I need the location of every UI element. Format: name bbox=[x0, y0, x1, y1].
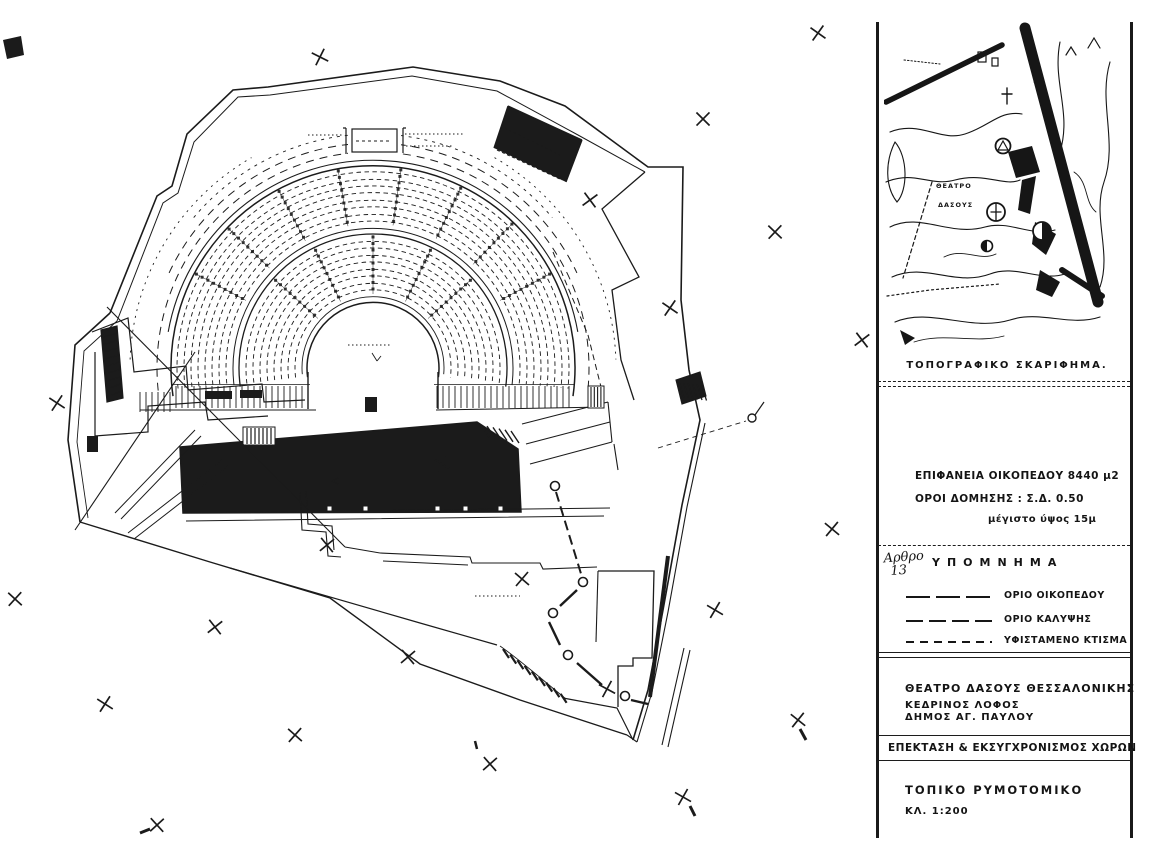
map-caption: ΤΟΠΟΓΡΑΦΙΚΟ ΣΚΑΡΙΦΗΜΑ. bbox=[906, 360, 1108, 371]
handwritten-note-line2: 13 bbox=[889, 562, 908, 579]
legend-header: ΥΠΟΜΝΗΜΑ bbox=[932, 556, 1064, 569]
project-subject: ΕΠΕΚΤΑΣΗ & ΕΚΣΥΓΧΡΟΝΙΣΜΟΣ ΧΩΡΩΝ bbox=[888, 742, 1137, 754]
panel-left-border bbox=[876, 22, 879, 838]
legend-line-sample-existing-building bbox=[906, 641, 992, 643]
max-height-text: μέγιστο ύψος 15μ bbox=[988, 514, 1097, 525]
separator bbox=[878, 735, 1130, 736]
project-municipality: ΔΗΜΟΣ ΑΓ. ΠΑΥΛΟΥ bbox=[905, 712, 1035, 723]
separator bbox=[878, 652, 1130, 653]
legend-line-sample-coverage-boundary bbox=[906, 620, 992, 622]
building-terms-text: ΟΡΟΙ ΔΟΜΗΣΗΣ : Σ.Δ. 0.50 bbox=[915, 493, 1084, 505]
map-label-forest: ΔΑΣΟΥΣ bbox=[938, 201, 974, 209]
project-title: ΘΕΑΤΡΟ ΔΑΣΟΥΣ ΘΕΣΣΑΛΟΝΙΚΗΣ bbox=[905, 682, 1136, 695]
handwritten-note-line1: Αρθρο bbox=[883, 548, 925, 567]
site-area-text: ΕΠΙΦΑΝΕΙΑ ΟΙΚΟΠΕΔΟΥ 8440 μ2 bbox=[915, 470, 1120, 482]
legend-label-coverage-boundary: ΟΡΙΟ ΚΑΛΥΨΗΣ bbox=[1004, 614, 1092, 625]
topographic-sketch-map bbox=[884, 22, 1128, 354]
panel-right-border bbox=[1130, 22, 1133, 838]
separator bbox=[878, 386, 1130, 387]
separator bbox=[878, 760, 1130, 761]
drawing-scale: ΚΛ. 1:200 bbox=[905, 806, 969, 817]
separator bbox=[878, 545, 1130, 546]
map-label-theatre: ΘΕΑΤΡΟ bbox=[936, 182, 972, 190]
handwritten-note bbox=[883, 550, 925, 579]
drawing-name: ΤΟΠΙΚΟ ΡΥΜΟΤΟΜΙΚΟ bbox=[905, 783, 1084, 797]
legend-line-sample-plot-boundary bbox=[906, 596, 992, 598]
separator bbox=[878, 381, 1130, 382]
separator bbox=[878, 657, 1130, 658]
project-location: ΚΕΔΡΙΝΟΣ ΛΟΦΟΣ bbox=[905, 700, 1020, 711]
legend-label-plot-boundary: ΟΡΙΟ ΟΙΚΟΠΕΔΟΥ bbox=[1004, 590, 1105, 601]
legend-label-existing-building: ΥΦΙΣΤΑΜΕΝΟ ΚΤΙΣΜΑ bbox=[1004, 635, 1128, 646]
